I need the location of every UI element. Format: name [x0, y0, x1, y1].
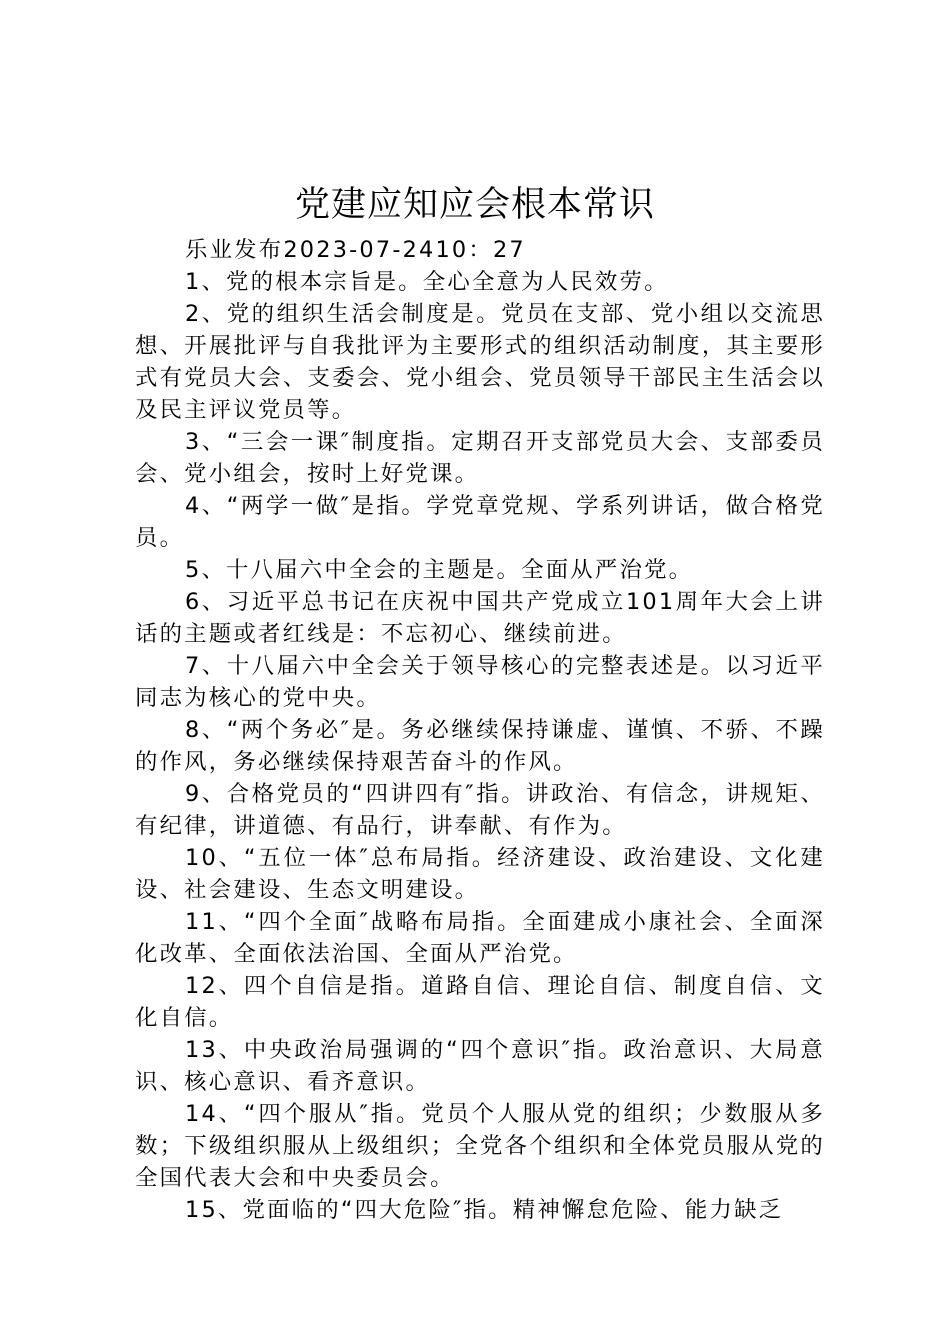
- paragraph: 12、四个自信是指。道路自信、理论自信、制度自信、文化自信。: [135, 973, 825, 1031]
- paragraph: 9、合格党员的“四讲四有″指。讲政治、有信念，讲规矩、有纪律，讲道德、有品行，讲奉献、有作为。: [135, 781, 825, 839]
- paragraph: 5、十八届六中全会的主题是。全面从严治党。: [185, 557, 694, 583]
- publish-meta: 乐业发布2023-07-2410：27: [185, 237, 526, 263]
- paragraph: 2、党的组织生活会制度是。党员在支部、党小组以交流思想、开展批评与自我批评为主要形式的组织活动制度，其主要形式有党员大会、支委会、党小组会、党员领导干部民主生活会以及民主评议党员等。: [135, 301, 825, 423]
- paragraph: 3、“三会一课″制度指。定期召开支部党员大会、支部委员会、党小组会，按时上好党课。: [135, 429, 825, 487]
- paragraph: 7、十八届六中全会关于领导核心的完整表述是。以习近平同志为核心的党中央。: [135, 653, 825, 711]
- paragraph: 8、“两个务必″是。务必继续保持谦虚、谨慎、不骄、不躁的作风，务必继续保持艰苦奋斗的作风。: [135, 717, 825, 775]
- document-body: [135, 234, 825, 1226]
- paragraph: 4、“两学一做″是指。学党章党规、学系列讲话，做合格党员。: [135, 493, 825, 551]
- paragraph: 1、党的根本宗旨是。全心全意为人民效劳。: [185, 269, 669, 295]
- paragraph: 13、中央政治局强调的“四个意识″指。政治意识、大局意识、核心意识、看齐意识。: [135, 1037, 825, 1095]
- paragraph: 14、“四个服从″指。党员个人服从党的组织；少数服从多数；下级组织服从上级组织；全党各个组织和全体党员服从党的全国代表大会和中央委员会。: [135, 1101, 825, 1191]
- document-title: 党建应知应会根本常识: [294, 185, 655, 225]
- paragraph: 10、“五位一体″总布局指。经济建设、政治建设、文化建设、社会建设、生态文明建设。: [135, 845, 825, 903]
- paragraph: 15、党面临的“四大危险″指。精神懈怠危险、能力缺乏: [185, 1197, 784, 1223]
- paragraph: 6、习近平总书记在庆祝中国共产党成立101周年大会上讲话的主题或者红线是：不忘初心、继续前进。: [135, 589, 825, 647]
- paragraph: 11、“四个全面″战略布局指。全面建成小康社会、全面深化改革、全面依法治国、全面从严治党。: [135, 909, 825, 967]
